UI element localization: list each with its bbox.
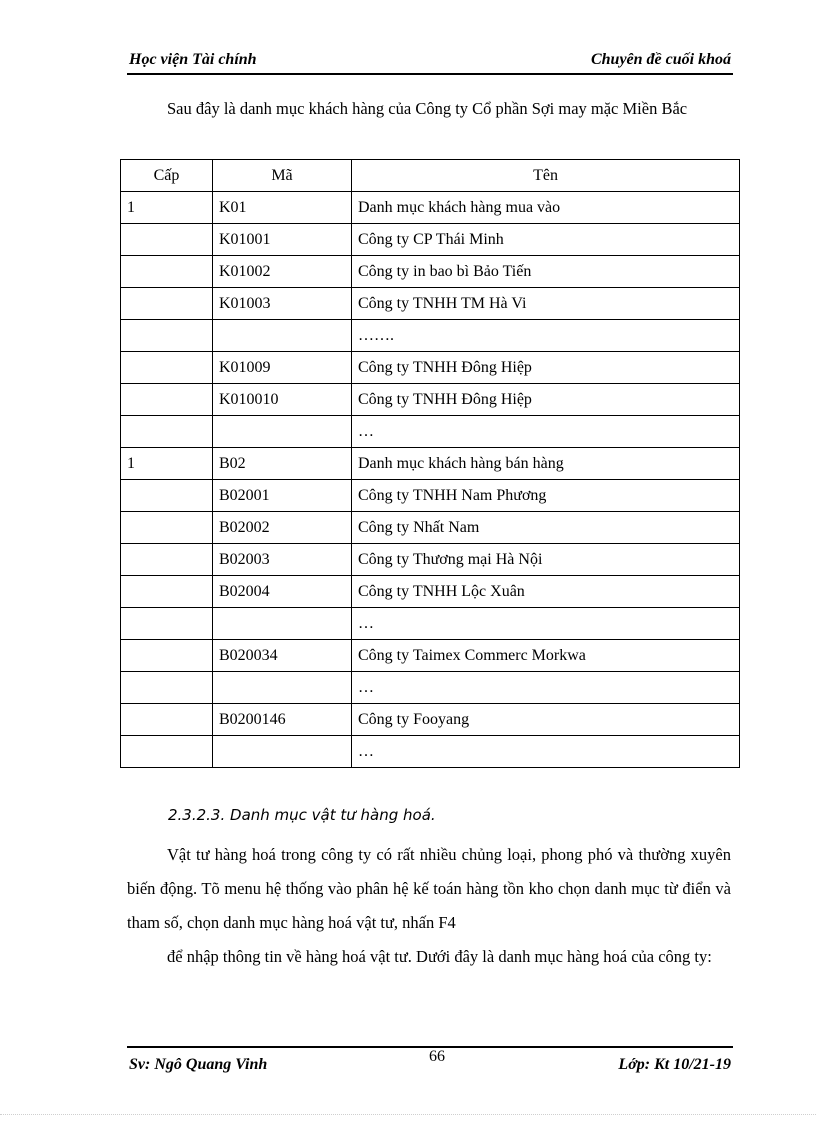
table-row xyxy=(121,640,740,672)
table-row xyxy=(121,544,740,576)
cell-code: K01 xyxy=(213,192,352,224)
cell-name: ……. xyxy=(352,320,740,352)
cell-name: Công ty TNHH Đông Hiệp xyxy=(352,384,740,416)
table-row xyxy=(121,576,740,608)
cell-name: Công ty TNHH TM Hà Vi xyxy=(352,288,740,320)
cell-level xyxy=(121,608,213,640)
column-header-name: Tên xyxy=(352,160,740,192)
cell-name: … xyxy=(352,736,740,768)
cell-code: B02002 xyxy=(213,512,352,544)
table-row xyxy=(121,352,740,384)
cell-name: Công ty TNHH Nam Phương xyxy=(352,480,740,512)
cell-name: Công ty TNHH Lộc Xuân xyxy=(352,576,740,608)
cell-code: B0200146 xyxy=(213,704,352,736)
table-row xyxy=(121,608,740,640)
table-row xyxy=(121,704,740,736)
cell-name: Công ty Thương mại Hà Nội xyxy=(352,544,740,576)
cell-level xyxy=(121,544,213,576)
column-header-code: Mã xyxy=(213,160,352,192)
table-row xyxy=(121,736,740,768)
cell-level xyxy=(121,352,213,384)
column-header-level: Cấp xyxy=(121,160,213,192)
cell-level xyxy=(121,640,213,672)
page-header xyxy=(127,49,733,75)
table-row xyxy=(121,320,740,352)
body-paragraph: Vật tư hàng hoá trong công ty có rất nhiều chủng loại, phong phó và thường xuyên biến động. Tõ menu hệ thống vào phân hệ kế toán hàng tồn kho chọn danh mục từ điển và tham số, chọn danh mục hàng hoá vật tư, nhấn F4 xyxy=(127,845,731,932)
table-row xyxy=(121,512,740,544)
cell-name: Công ty Fooyang xyxy=(352,704,740,736)
customer-table xyxy=(120,159,740,768)
table-row xyxy=(121,448,740,480)
header-document-type: Chuyên đề cuối khoá xyxy=(590,51,731,68)
cell-level xyxy=(121,704,213,736)
cell-code xyxy=(213,416,352,448)
cell-code: B02003 xyxy=(213,544,352,576)
cell-name: Công ty Taimex Commerc Morkwa xyxy=(352,640,740,672)
table-row xyxy=(121,480,740,512)
cell-code xyxy=(213,608,352,640)
table-row xyxy=(121,192,740,224)
cell-level xyxy=(121,320,213,352)
cell-code xyxy=(213,672,352,704)
table-header-row xyxy=(121,160,740,192)
table-row xyxy=(121,288,740,320)
cell-level xyxy=(121,576,213,608)
page-bottom-edge xyxy=(0,1114,816,1115)
cell-code: B02 xyxy=(213,448,352,480)
cell-code: K01009 xyxy=(213,352,352,384)
cell-name: … xyxy=(352,608,740,640)
cell-code: K010010 xyxy=(213,384,352,416)
cell-name: Công ty CP Thái Minh xyxy=(352,224,740,256)
cell-level xyxy=(121,224,213,256)
cell-name: Công ty TNHH Đông Hiệp xyxy=(352,352,740,384)
cell-name: Danh mục khách hàng bán hàng xyxy=(352,448,740,480)
footer-class: Lớp: Kt 10/21-19 xyxy=(618,1056,731,1073)
cell-level xyxy=(121,288,213,320)
cell-name: Công ty Nhất Nam xyxy=(352,512,740,544)
table-row xyxy=(121,384,740,416)
cell-level xyxy=(121,672,213,704)
footer-student-name: Sv: Ngô Quang Vinh xyxy=(129,1056,268,1073)
cell-name: Công ty in bao bì Bảo Tiến xyxy=(352,256,740,288)
cell-code xyxy=(213,320,352,352)
page-footer xyxy=(127,1048,733,1076)
cell-code xyxy=(213,736,352,768)
cell-level xyxy=(121,512,213,544)
cell-code: B02004 xyxy=(213,576,352,608)
body-paragraph: để nhập thông tin về hàng hoá vật tư. Dưới đây là danh mục hàng hoá của công ty: xyxy=(167,947,712,966)
table-row xyxy=(121,672,740,704)
cell-level xyxy=(121,256,213,288)
cell-level xyxy=(121,736,213,768)
body-text xyxy=(127,838,731,974)
cell-level xyxy=(121,384,213,416)
cell-code: B020034 xyxy=(213,640,352,672)
table-row xyxy=(121,224,740,256)
cell-level: 1 xyxy=(121,192,213,224)
cell-code: K01001 xyxy=(213,224,352,256)
page-number: 66 xyxy=(429,1048,445,1065)
cell-code: B02001 xyxy=(213,480,352,512)
table-row xyxy=(121,256,740,288)
cell-code: K01003 xyxy=(213,288,352,320)
header-institution: Học viện Tài chính xyxy=(129,51,257,68)
cell-name: … xyxy=(352,672,740,704)
table-row xyxy=(121,416,740,448)
cell-level: 1 xyxy=(121,448,213,480)
cell-name: … xyxy=(352,416,740,448)
section-heading: 2.3.2.3. Danh mục vật tư hàng hoá. xyxy=(168,806,436,824)
cell-code: K01002 xyxy=(213,256,352,288)
intro-paragraph: Sau đây là danh mục khách hàng của Công ty Cổ phần Sợi may mặc Miền Bắc xyxy=(167,99,688,118)
cell-name: Danh mục khách hàng mua vào xyxy=(352,192,740,224)
cell-level xyxy=(121,416,213,448)
cell-level xyxy=(121,480,213,512)
